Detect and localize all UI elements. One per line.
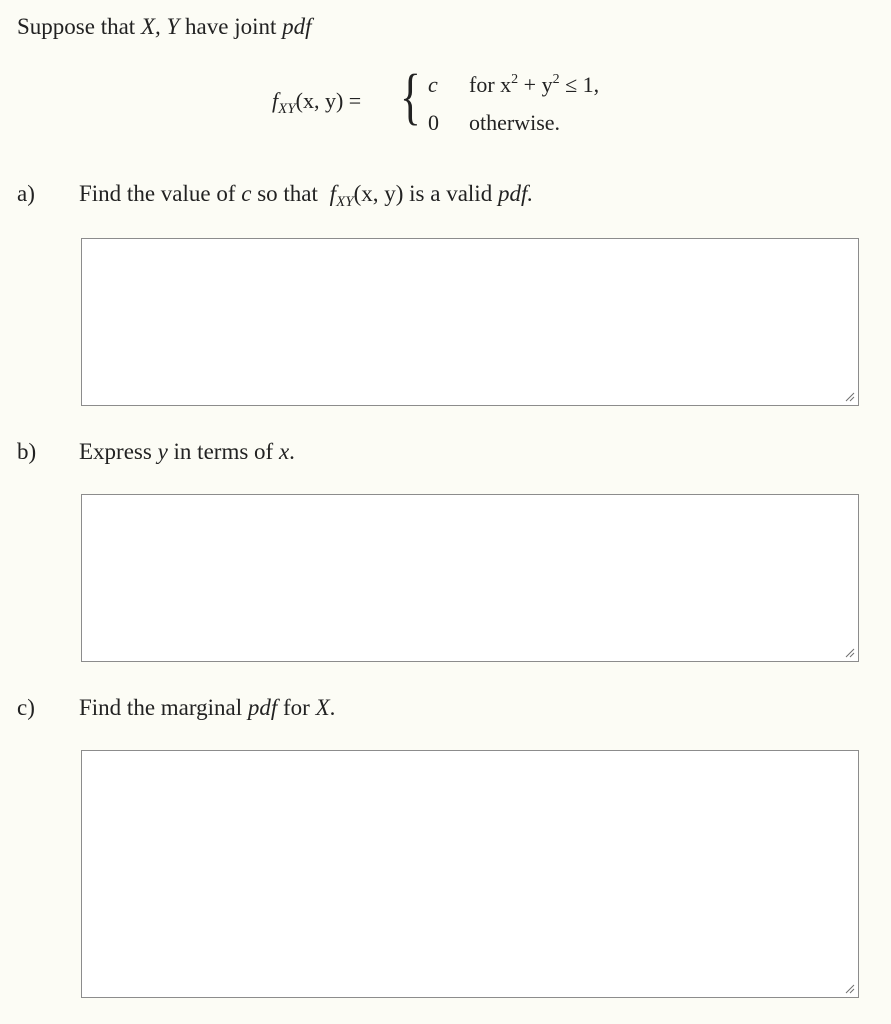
intro-text: [17, 14, 312, 40]
qb-var-x: x: [278, 439, 290, 464]
qa-f-sub: XY: [336, 194, 354, 210]
qb-text-1: Express: [79, 439, 158, 464]
qc-text-2: for: [277, 695, 316, 720]
intro-prefix: Suppose that: [17, 14, 141, 39]
intro-pdf: pdf: [282, 14, 312, 39]
case1-cond-prefix: for x: [469, 72, 512, 97]
question-b-label: b): [17, 439, 37, 464]
qa-pdf: pdf.: [497, 181, 534, 206]
qc-text-3: .: [329, 695, 336, 720]
question-c-label: c): [17, 695, 35, 720]
qa-f: f: [329, 181, 337, 206]
question-b-text: [79, 439, 295, 465]
qa-text-1: Find the value of: [79, 181, 242, 206]
formula-f-sub: XY: [278, 101, 296, 117]
formula-brace: {: [400, 63, 421, 131]
qc-var-x: X: [315, 695, 330, 720]
case1-cond-mid: + y: [518, 72, 553, 97]
answer-b-box[interactable]: [81, 494, 859, 662]
case2-condition: otherwise.: [469, 110, 561, 135]
formula-args: (x, y) =: [295, 88, 362, 113]
answer-c-box[interactable]: [81, 750, 859, 998]
qa-text-3: is a valid: [403, 181, 498, 206]
case1-cond-exp1: 2: [511, 72, 519, 87]
qa-text-2: so that: [251, 181, 324, 206]
qb-text-2: in terms of: [167, 439, 279, 464]
resize-grip-icon[interactable]: [844, 391, 855, 402]
question-a-text: [79, 181, 533, 211]
question-a-label: a): [17, 181, 35, 206]
pdf-formula: [272, 63, 652, 140]
formula-lhs: [272, 88, 361, 118]
qb-var-y: y: [157, 439, 168, 464]
answer-a-box[interactable]: [81, 238, 859, 406]
case1-cond-suffix: ≤ 1,: [559, 72, 600, 97]
resize-grip-icon[interactable]: [844, 647, 855, 658]
qa-f-args: (x, y): [353, 181, 404, 206]
formula-f: f: [272, 88, 279, 113]
question-c-text: [79, 695, 335, 721]
qb-text-3: .: [289, 439, 295, 464]
case1-value: c: [428, 72, 438, 97]
resize-grip-icon[interactable]: [844, 983, 855, 994]
qa-var-c: c: [241, 181, 252, 206]
case2-value: 0: [428, 110, 439, 135]
qc-pdf: pdf: [247, 695, 278, 720]
intro-middle: have joint: [179, 14, 283, 39]
intro-vars: X, Y: [140, 14, 180, 39]
case1-cond-exp2: 2: [552, 72, 560, 87]
case1-condition: [469, 72, 599, 98]
qc-text-1: Find the marginal: [79, 695, 248, 720]
